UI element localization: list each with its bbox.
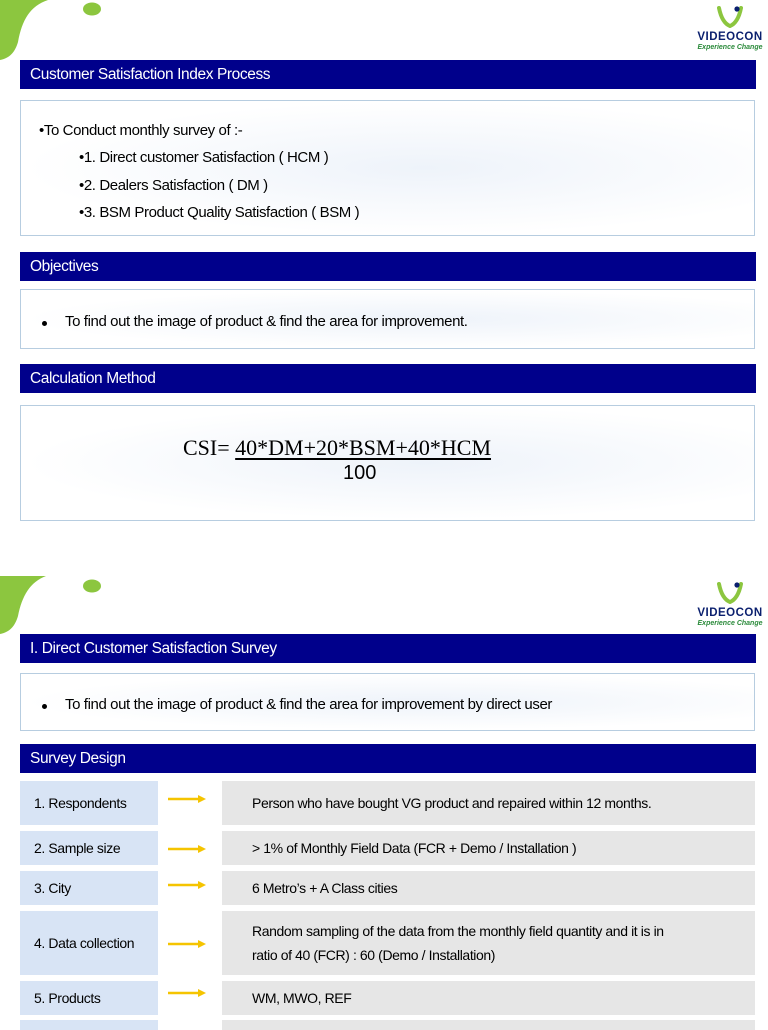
csi-process-title-bar: Customer Satisfaction Index Process [20, 60, 756, 89]
arrow-right-icon [168, 844, 208, 854]
videocon-logo-mark-icon [715, 6, 745, 28]
survey-design-value: Random sampling of the data from the monthly field quantity and it is in ratio of 40 (FCR) : 60 (Demo / Installation) [222, 911, 755, 975]
direct-survey-objective-box [20, 673, 755, 731]
direct-survey-title-bar: I. Direct Customer Satisfaction Survey [20, 634, 756, 663]
survey-design-value: > 1% of Monthly Field Data (FCR + Demo / Installation ) [222, 831, 755, 865]
survey-scope-box [20, 100, 755, 236]
videocon-logo [694, 6, 766, 51]
survey-intro-text: •To Conduct monthly survey of :- [39, 122, 243, 139]
bullet-marker [42, 704, 47, 709]
arrow-right-icon [168, 939, 208, 949]
logo-wordmark: VIDEOCON [697, 607, 763, 619]
survey-design-label: 3. City [20, 871, 158, 905]
arrow-right-icon [168, 988, 208, 998]
videocon-logo-mark-icon [715, 582, 745, 604]
formula-denominator: 100 [343, 462, 377, 484]
survey-design-label-cutoff [20, 1020, 158, 1030]
calculation-method-title-bar: Calculation Method [20, 364, 756, 393]
logo-tagline: Experience Change [697, 620, 763, 627]
arrow-right-icon [168, 794, 208, 804]
csi-formula [183, 435, 491, 461]
survey-design-value-cutoff [222, 1020, 755, 1030]
direct-survey-objective-text: To find out the image of product & find the area for improvement by direct user [65, 696, 553, 713]
survey-item-hcm: •1. Direct customer Satisfaction ( HCM ) [79, 149, 329, 166]
logo-wordmark: VIDEOCON [697, 31, 763, 43]
survey-design-value: WM, MWO, REF [222, 981, 755, 1015]
brand-swoosh-graphic [0, 0, 110, 62]
survey-item-dm: •2. Dealers Satisfaction ( DM ) [79, 177, 268, 194]
bullet-marker [42, 321, 47, 326]
survey-design-value: 6 Metro’s + A Class cities [222, 871, 755, 905]
objectives-box [20, 289, 755, 349]
survey-item-bsm: •3. BSM Product Quality Satisfaction ( BSM ) [79, 204, 360, 221]
logo-tagline: Experience Change [697, 44, 763, 51]
survey-design-title-bar: Survey Design [20, 744, 756, 773]
videocon-logo [694, 582, 766, 627]
objective-text: To find out the image of product & find the area for improvement. [65, 313, 468, 330]
survey-design-label: 4. Data collection [20, 911, 158, 975]
survey-design-label: 5. Products [20, 981, 158, 1015]
objectives-title-bar: Objectives [20, 252, 756, 281]
survey-design-label: 2. Sample size [20, 831, 158, 865]
arrow-right-icon [168, 880, 208, 890]
survey-design-value: Person who have bought VG product and repaired within 12 months. [222, 781, 755, 825]
formula-lhs: CSI= [183, 435, 236, 460]
survey-design-label: 1. Respondents [20, 781, 158, 825]
brand-swoosh-graphic [0, 572, 110, 634]
slide-direct-customer-survey [0, 572, 768, 1024]
formula-numerator: 40*DM+20*BSM+40*HCM [235, 435, 492, 460]
formula-box [20, 405, 755, 521]
